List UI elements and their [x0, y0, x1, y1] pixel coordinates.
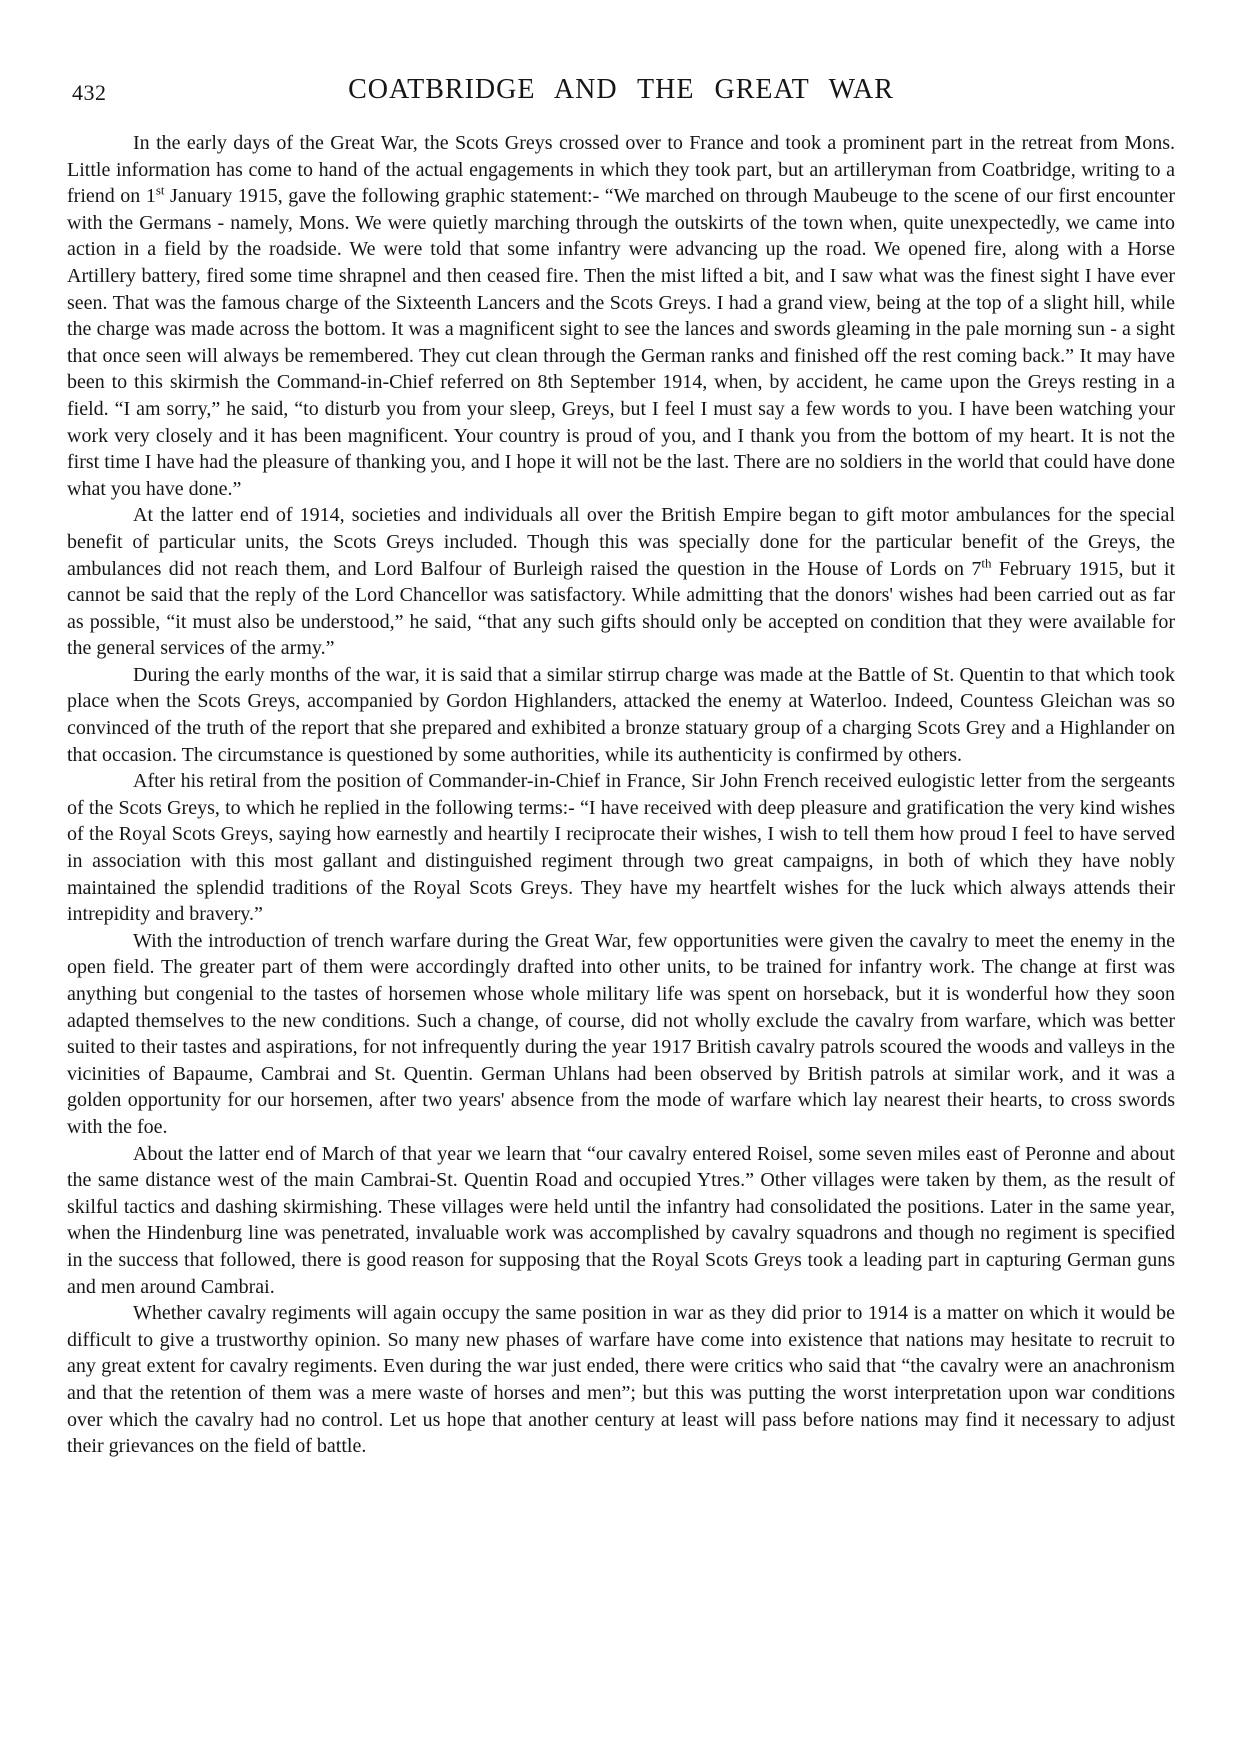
paragraph-text: January 1915, gave the following graphic statement:- “We marched on through Maubeuge to the scene of our first encounter with the Germans - namely, Mons. We were quietly marching through the outskirts of the town when, quite unexpectedly, we came into action in a field by the roadside. We were told that some infantry were advancing up the road. We opened fire, along with a Horse Artillery battery, fired some time shrapnel and then ceased fire. Then the mist lifted a bit, and I saw what was the finest sight I have ever seen. That was the famous charge of the Sixteenth Lancers and the Scots Greys. I had a grand view, being at the top of a slight hill, while the charge was made across the bottom. It was a magnificent sight to see the lances and swords gleaming in the pale morning sun - a sight that once seen will always be remembered. They cut clean through the German ranks and finished off the rest coming back.” It may have been to this skirmish the Command-in-Chief referred on 8th September 1914, when, by accident, he came upon the Greys resting in a field. “I am sorry,” he said, “to disturb you from your sleep, Greys, but I feel I must say a few words to you. I have been watching your work very closely and it has been magnificent. Your country is proud of you, and I thank you from the bottom of my heart. It is not the first time I have had the pleasure of thanking you, and I hope it will not be the last. There are no soldiers in the world that could have done what you have done.” — [67, 185, 1175, 500]
paragraph — [67, 1300, 1175, 1460]
page-title: COATBRIDGE AND THE GREAT WAR — [348, 74, 894, 105]
ordinal-superscript: th — [981, 554, 992, 570]
paragraph-text: During the early months of the war, it is said that a similar stirrup charge was made at the Battle of St. Quentin to that which took place when the Scots Greys, accompanied by Gordon Highlanders, attacked the enemy at Waterloo. Indeed, Countess Gleichan was so convinced of the truth of the report that she prepared and exhibited a bronze statuary group of a charging Scots Grey and a Highlander on that occasion. The circumstance is questioned by some authorities, while its authenticity is confirmed by others. — [67, 663, 1175, 766]
body-text — [67, 130, 1175, 1460]
ordinal-superscript: st — [155, 182, 165, 198]
paragraph-text: With the introduction of trench warfare during the Great War, few opportunities were given the cavalry to meet the enemy in the open field. The greater part of them were accordingly drafted into other units, to be trained for infantry work. The change at first was anything but congenial to the tastes of horsemen whose whole military life was spent on horseback, but it is wonderful how they soon adapted themselves to the new conditions. Such a change, of course, did not wholly exclude the cavalry from warfare, which was better suited to their tastes and aspirations, for not infrequently during the year 1917 British cavalry patrols scoured the woods and valleys in the vicinities of Bapaume, Cambrai and St. Quentin. German Uhlans had been observed by British patrols at similar work, and it was a golden opportunity for our horsemen, after two years' absence from the mode of warfare which lay nearest their hearts, to cross swords with the foe. — [67, 929, 1175, 1138]
paragraph-text: In the early days of the Great War, the Scots Greys crossed over to France and took a prominent part in the retreat from Mons. Little information has come to hand of the actual engagements in which they took part, but an artilleryman from Coatbridge, writing to a friend on 1 — [67, 132, 1175, 208]
paragraph — [67, 130, 1175, 502]
paragraph — [67, 662, 1175, 768]
page-header — [67, 74, 1175, 108]
paragraph — [67, 768, 1175, 928]
paragraph — [67, 928, 1175, 1141]
paragraph-text: After his retiral from the position of Commander-in-Chief in France, Sir John French received eulogistic letter from the sergeants of the Scots Greys, to which he replied in the following terms:- “I have received with deep pleasure and gratification the very kind wishes of the Royal Scots Greys, saying how earnestly and heartily I reciprocate their wishes, I wish to tell them how proud I feel to have served in association with this most gallant and distinguished regiment through two great campaigns, in both of which they have nobly maintained the splendid traditions of the Royal Scots Greys. They have my heartfelt wishes for the luck which always attends their intrepidity and bravery.” — [67, 770, 1175, 926]
paragraph-text: Whether cavalry regiments will again occupy the same position in war as they did prior to 1914 is a matter on which it would be difficult to give a trustworthy opinion. So many new phases of warfare have come into existence that nations may hesitate to recruit to any great extent for cavalry regiments. Even during the war just ended, there were critics who said that “the cavalry were an anachronism and that the retention of them was a mere waste of horses and men”; but this was putting the worst interpretation upon war conditions over which the cavalry had no control. Let us hope that another century at least will pass before nations may find it necessary to adjust their grievances on the field of battle. — [67, 1302, 1175, 1458]
paragraph-text: At the latter end of 1914, societies and individuals all over the British Empire began to gift motor ambulances for the special benefit of particular units, the Scots Greys included. Though this was specially done for the particular benefit of the Greys, the ambulances did not reach them, and Lord Balfour of Burleigh raised the question in the House of Lords on 7 — [67, 504, 1175, 580]
page-number: 432 — [72, 80, 107, 105]
paragraph-text: February 1915, but it cannot be said that the reply of the Lord Chancellor was satisfactory. While admitting that the donors' wishes had been carried out as far as possible, “it must also be understood,” he said, “that any such gifts should only be accepted on condition that they were available for the general services of the army.” — [67, 557, 1176, 660]
paragraph — [67, 1141, 1175, 1301]
paragraph-text: About the latter end of March of that year we learn that “our cavalry entered Roisel, some seven miles east of Peronne and about the same distance west of the main Cambrai-St. Quentin Road and occupied Ytres.” Other villages were taken by them, as the result of skilful tactics and dashing skirmishing. These villages were held until the infantry had consolidated the positions. Later in the same year, when the Hindenburg line was penetrated, invaluable work was accomplished by cavalry squadrons and though no regiment is specified in the success that followed, there is good reason for supposing that the Royal Scots Greys took a leading part in capturing German guns and men around Cambrai. — [67, 1142, 1175, 1298]
paragraph — [67, 502, 1175, 662]
